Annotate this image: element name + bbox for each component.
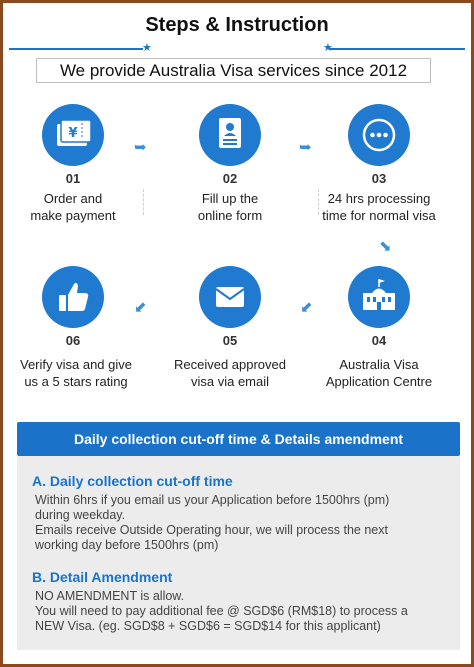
step-03-circle [348,104,410,166]
step-05-number: 05 [222,333,238,348]
section-a-text: Within 6hrs if you email us your Application before 1500hrs (pm) during weekday. Emails receive Outside Operating hour, we will process the next working day before 1500hrs (pm) [35,493,390,552]
ellipsis-icon [348,104,410,166]
title-rule-right [329,48,465,50]
step-04-label: Australia Visa Application Centre [325,357,433,389]
svg-text:¥: ¥ [68,126,78,141]
divider [143,189,144,215]
step-06-circle [42,266,104,328]
star-icon: ★ [142,42,152,54]
title-rule-left [9,48,143,50]
panel-heading: Daily collection cut-off time & Details amendment [17,422,460,456]
arrow-right-icon: ➥ [134,139,147,156]
step-03-number: 03 [371,171,387,186]
step-01-number: 01 [65,171,81,186]
step-06-label: Verify visa and give us a 5 stars rating [19,357,132,389]
star-icon: ★ [323,42,333,54]
step-05-circle [199,266,261,328]
section-a-title: A. Daily collection cut-off time [32,473,233,489]
section-b-title: B. Detail Amendment [32,569,173,585]
thumbs-up-icon [42,266,104,328]
arrow-left-icon: ⬋ [134,299,147,316]
page-frame [3,3,471,664]
subtitle-box: We provide Australia Visa services since 2012 [36,58,431,83]
step-03-label: 24 hrs processing time for normal visa [322,191,436,223]
arrow-right-icon: ➥ [299,139,312,156]
form-icon [199,104,261,166]
step-01-circle [42,104,104,166]
page-title: Steps & Instruction [145,14,329,36]
step-02-number: 02 [222,171,238,186]
step-05-label: Received approved visa via email [173,357,287,389]
step-04-circle [348,266,410,328]
envelope-icon [199,266,261,328]
step-01-label: Order and make payment [30,191,116,223]
building-icon [348,266,410,328]
arrow-down-icon: ⬊ [379,238,392,255]
voucher-icon [42,104,104,166]
section-b-text: NO AMENDMENT is allow. You will need to pay additional fee @ SGD$6 (RM$18) to process a NEW Visa. (eg. SGD$8 + SGD$6 = SGD$14 for this applicant) [35,589,408,633]
step-02-label: Fill up the online form [197,191,263,223]
step-02-circle [199,104,261,166]
panel-body [17,456,460,650]
step-04-number: 04 [371,333,387,348]
step-06-number: 06 [65,333,81,348]
arrow-left-icon: ⬋ [300,299,313,316]
